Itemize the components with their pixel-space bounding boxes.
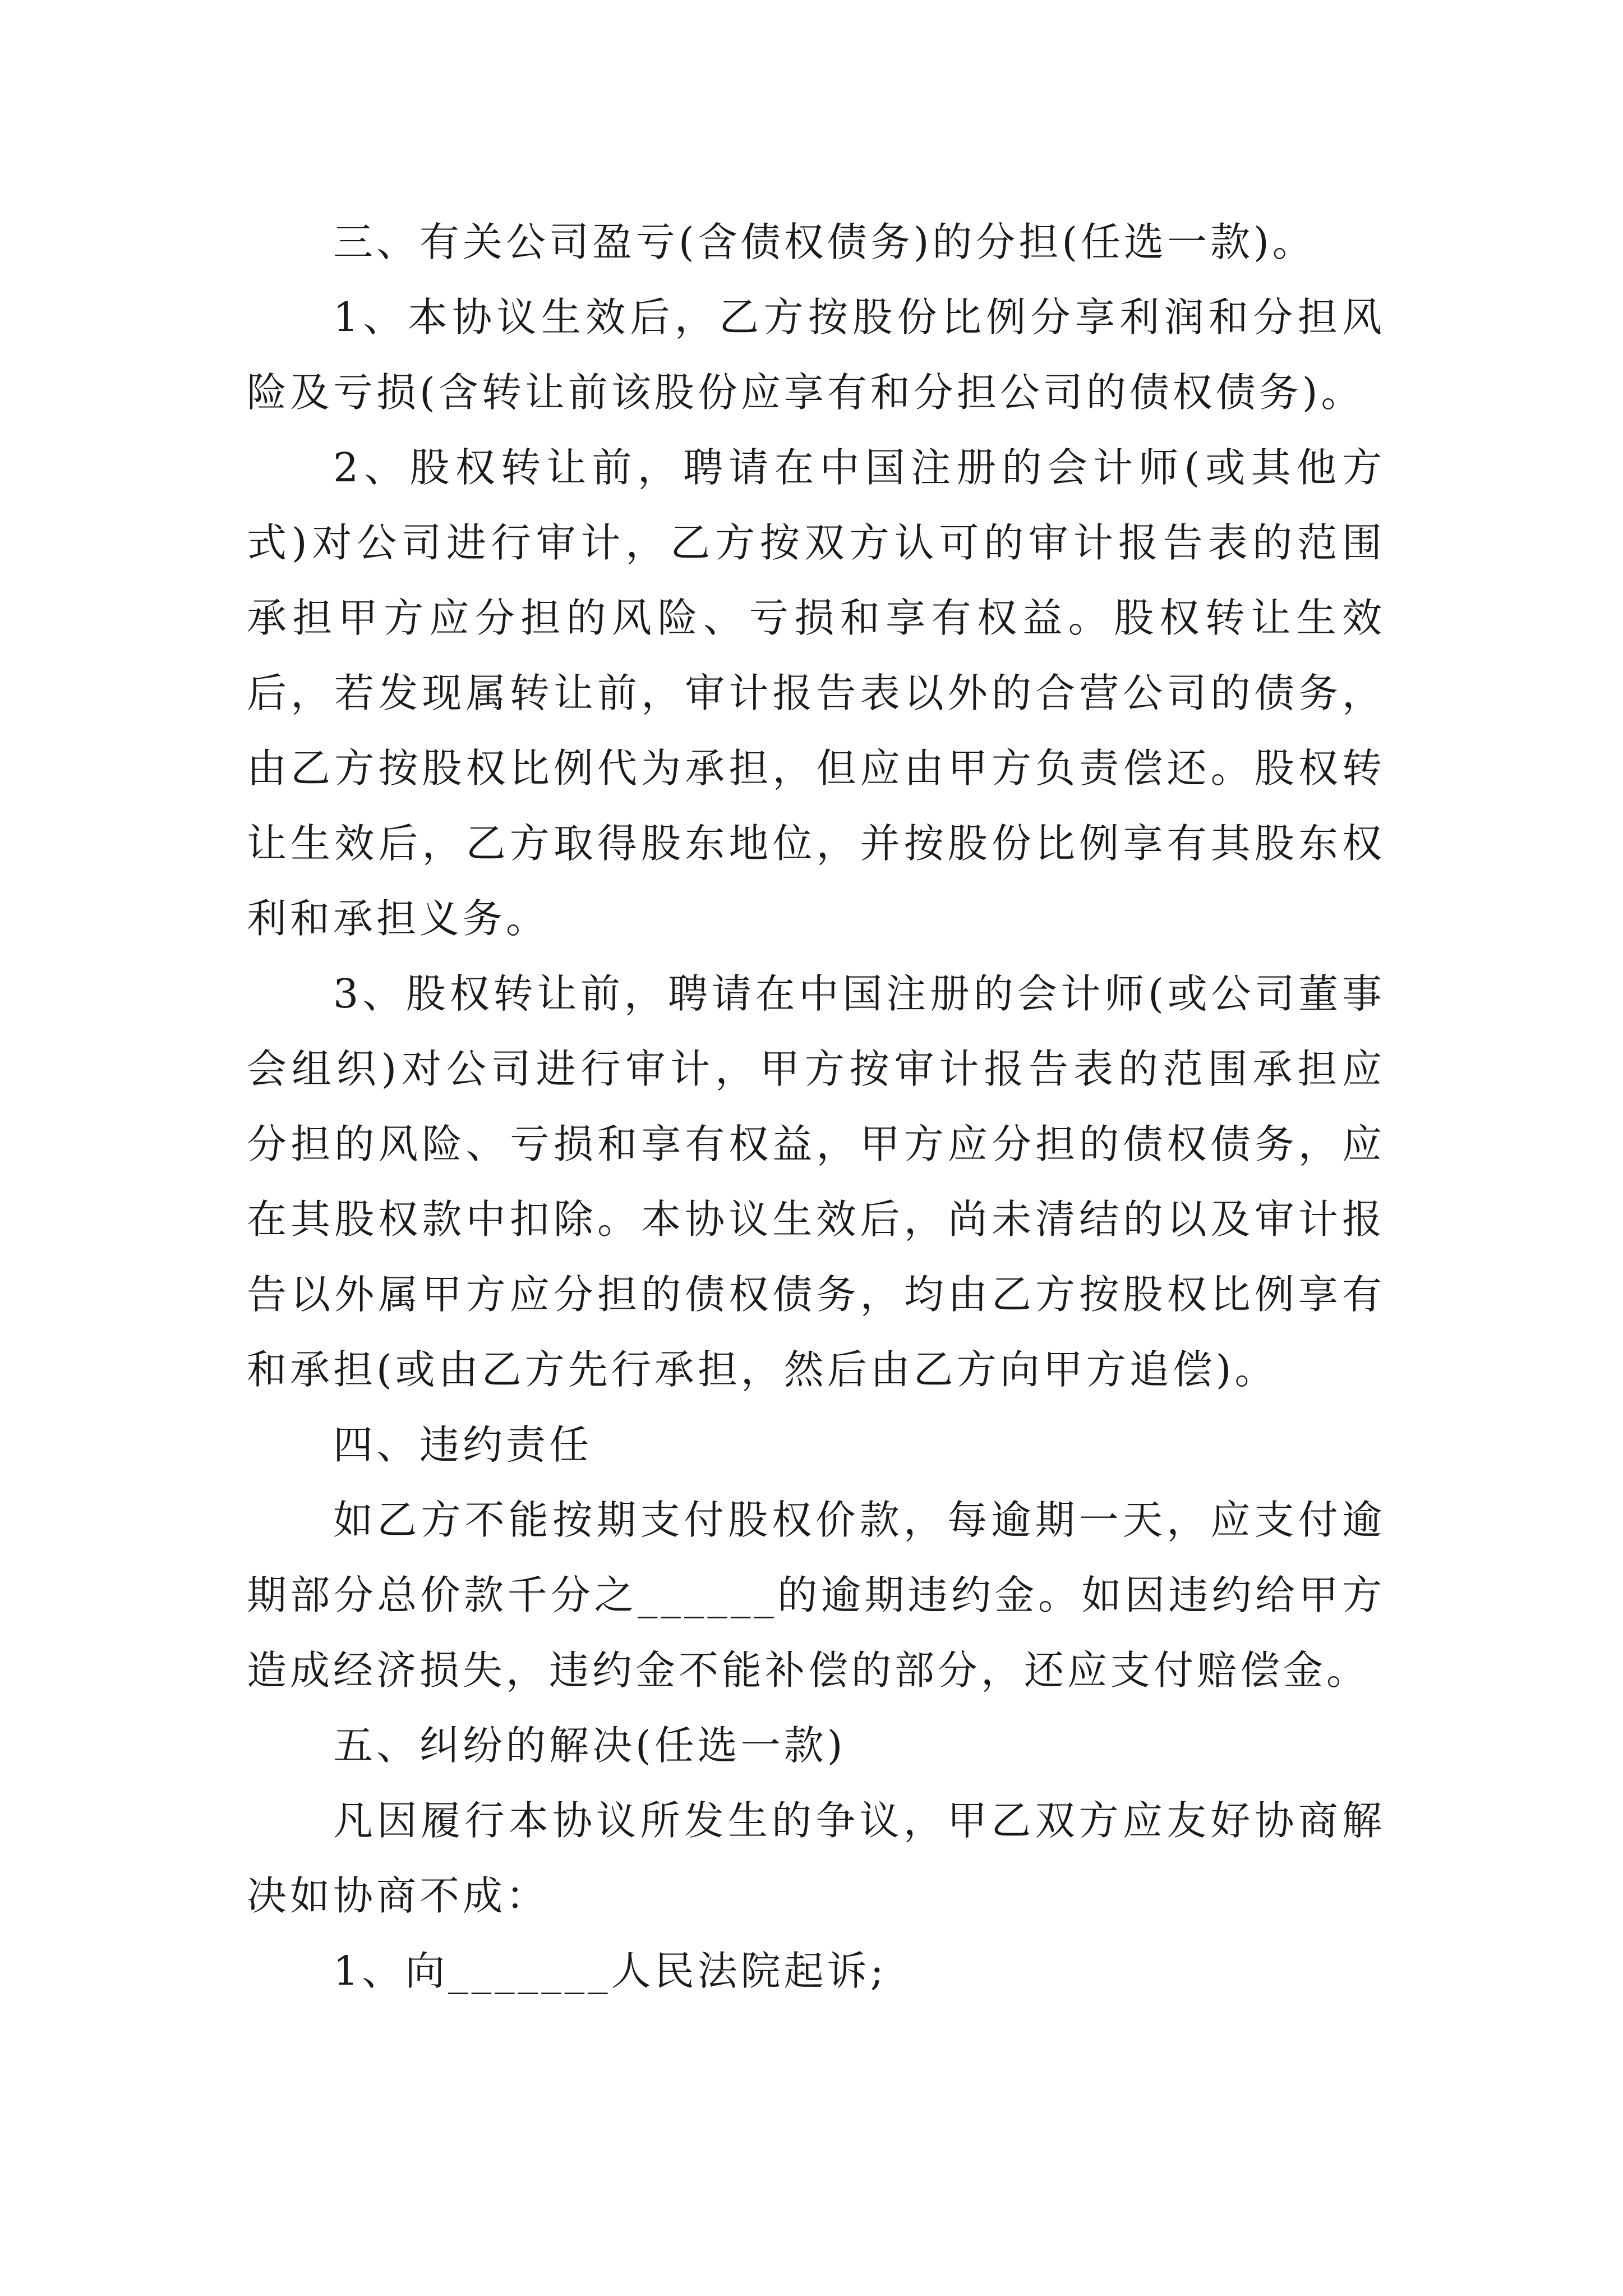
- section-3-clause-3: 3、股权转让前，聘请在中国注册的会计师(或公司董事会组织)对公司进行审计，甲方按审计报告表的范围承担应分担的风险、亏损和享有权益，甲方应分担的债权债务，应在其股权款中扣除。本协议生效后，尚未清结的以及审计报告以外属甲方应分担的债权债务，均由乙方按股权比例享有和承担(或由乙方先行承担，然后由乙方向甲方追偿)。: [247, 970, 1385, 1393]
- section-3-heading: 三、有关公司盈亏(含债权债务)的分担(任选一款)。: [333, 219, 1316, 265]
- section-5-option-1: 1、向_______人民法院起诉;: [333, 1948, 887, 1994]
- section-4-heading: 四、违约责任: [333, 1421, 593, 1468]
- section-5-body: 凡因履行本协议所发生的争议，甲乙双方应友好协商解决如协商不成：: [247, 1797, 1385, 1919]
- section-5-heading: 五、纠纷的解决(任选一款): [333, 1722, 846, 1769]
- document-body: [247, 205, 1385, 2009]
- section-3-clause-1: 1、本协议生效后，乙方按股份比例分享利润和分担风险及亏损(含转让前该股份应享有和分担公司的债权债务)。: [247, 294, 1385, 416]
- section-4-body: 如乙方不能按期支付股权价款，每逾期一天，应支付逾期部分总价款千分之______的逾期违约金。如因违约给甲方造成经济损失，违约金不能补偿的部分，还应支付赔偿金。: [247, 1497, 1385, 1694]
- section-3-clause-2: 2、股权转让前，聘请在中国注册的会计师(或其他方式)对公司进行审计，乙方按双方认可的审计报告表的范围承担甲方应分担的风险、亏损和享有权益。股权转让生效后，若发现属转让前，审计报告表以外的合营公司的债务，由乙方按股权比例代为承担，但应由甲方负责偿还。股权转让生效后，乙方取得股东地位，并按股份比例享有其股东权利和承担义务。: [247, 444, 1385, 942]
